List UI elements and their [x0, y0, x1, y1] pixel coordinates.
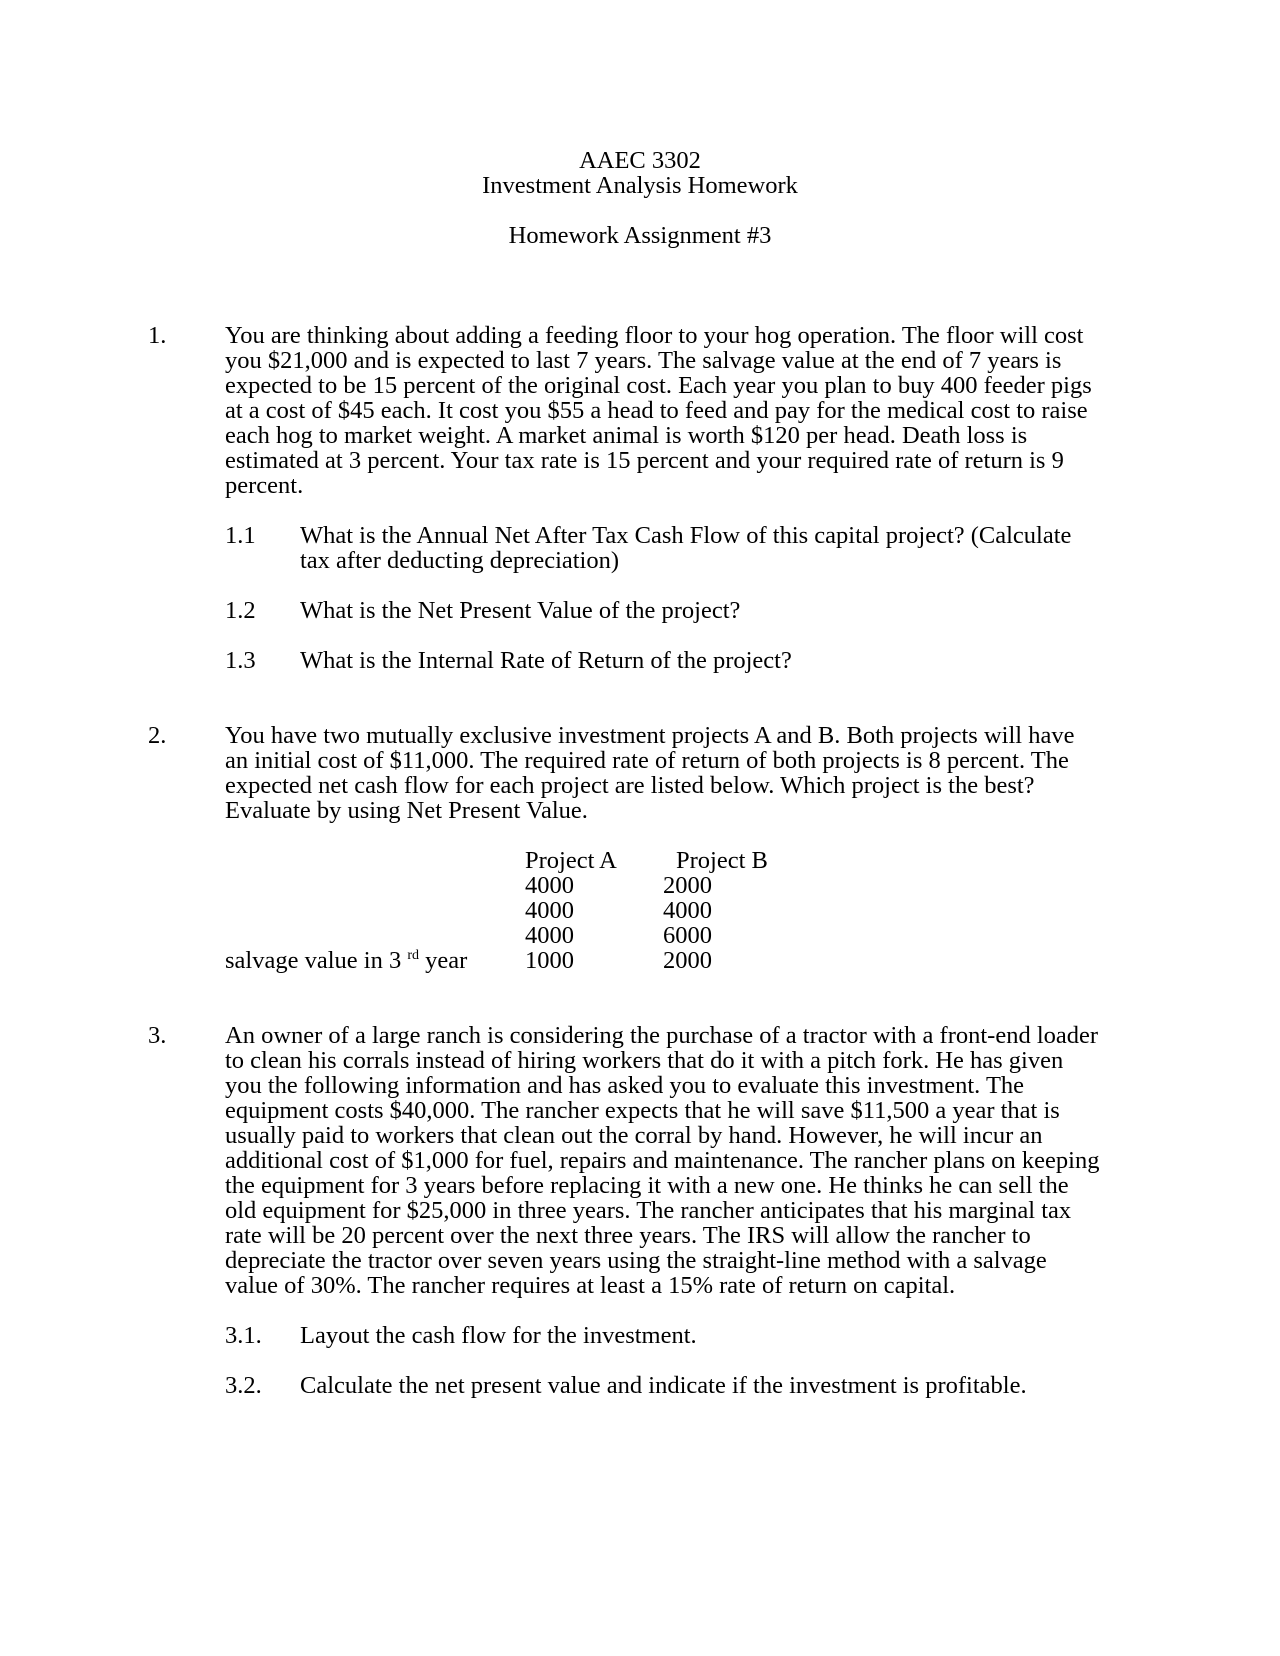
table-cell-a: 4000	[525, 897, 574, 924]
subquestion-text	[300, 1373, 1160, 1398]
question-line: each hog to market weight. A market animal is worth $120 per head. Death loss is	[225, 422, 1028, 449]
salvage-label-tail: year	[419, 947, 468, 974]
question-line: percent.	[225, 472, 304, 499]
question-line: estimated at 3 percent. Your tax rate is 15 percent and your required rate of return is 9	[225, 447, 1064, 474]
question-text	[225, 323, 1280, 498]
question-line: expected net cash flow for each project are listed below. Which project is the best?	[225, 772, 1035, 799]
question-line: You are thinking about adding a feeding floor to your hog operation. The floor will cost	[225, 322, 1084, 349]
subquestion-text	[300, 598, 1160, 623]
subquestion-text	[300, 648, 1160, 673]
subquestion-line: Layout the cash flow for the investment.	[300, 1322, 697, 1349]
subquestion-line: tax after deducting depreciation)	[300, 547, 620, 574]
subquestion-number: 3.2.	[225, 1372, 262, 1399]
question-line: an initial cost of $11,000. The required rate of return of both projects is 8 percent. The	[225, 747, 1069, 774]
question-line: usually paid to workers that clean out the corral by hand. However, he will incur an	[225, 1122, 1043, 1149]
question-line: equipment costs $40,000. The rancher expects that he will save $11,500 a year that is	[225, 1097, 1060, 1124]
assignment-title: Homework Assignment #3	[508, 222, 772, 249]
question-line: rate will be 20 percent over the next three years. The IRS will allow the rancher to	[225, 1222, 1031, 1249]
question-line: old equipment for $25,000 in three years. The rancher anticipates that his marginal tax	[225, 1197, 1072, 1224]
table-cell-a: 4000	[525, 922, 574, 949]
subquestion-number: 1.1	[225, 522, 256, 549]
question-number: 2.	[148, 722, 167, 749]
subquestion-number: 1.3	[225, 647, 256, 674]
question-line: you $21,000 and is expected to last 7 years. The salvage value at the end of 7 years is	[225, 347, 1062, 374]
subquestion-line: What is the Internal Rate of Return of the project?	[300, 647, 792, 674]
question-line: value of 30%. The rancher requires at least a 15% rate of return on capital.	[225, 1272, 956, 1299]
subquestion-line: What is the Annual Net After Tax Cash Flow of this capital project? (Calculate	[300, 522, 1072, 549]
subquestion-number: 3.1.	[225, 1322, 262, 1349]
subquestion-number: 1.2	[225, 597, 256, 624]
question-line: Evaluate by using Net Present Value.	[225, 797, 588, 824]
subquestion-line: Calculate the net present value and indicate if the investment is profitable.	[300, 1372, 1027, 1399]
table-header-project-a: Project A	[525, 847, 617, 874]
question-text	[225, 723, 1280, 823]
question-line: expected to be 15 percent of the original cost. Each year you plan to buy 400 feeder pigs	[225, 372, 1092, 399]
question-line: additional cost of $1,000 for fuel, repairs and maintenance. The rancher plans on keeping	[225, 1147, 1100, 1174]
question-line: to clean his corrals instead of hiring workers that do it with a pitch fork. He has given	[225, 1047, 1064, 1074]
question-line: An owner of a large ranch is considering the purchase of a tractor with a front-end loader	[225, 1022, 1099, 1049]
table-cell-b: 4000	[663, 897, 712, 924]
course-code: AAEC 3302	[579, 147, 701, 174]
question-line: depreciate the tractor over seven years using the straight-line method with a salvage	[225, 1247, 1047, 1274]
table-cell-a: 4000	[525, 872, 574, 899]
subquestion-text	[300, 1323, 1160, 1348]
table-header-project-b: Project B	[676, 847, 768, 874]
question-line: the equipment for 3 years before replacing it with a new one. He thinks he can sell the	[225, 1172, 1069, 1199]
question-number: 3.	[148, 1022, 167, 1049]
question-number: 1.	[148, 322, 167, 349]
document-subtitle: Investment Analysis Homework	[482, 172, 798, 199]
subquestion-text	[300, 523, 1160, 573]
question-line: at a cost of $45 each. It cost you $55 a head to feed and pay for the medical cost to raise	[225, 397, 1088, 424]
table-cell-b: 2000	[663, 947, 712, 974]
table-cell-b: 6000	[663, 922, 712, 949]
question-line: you the following information and has asked you to evaluate this investment. The	[225, 1072, 1025, 1099]
subquestion-line: What is the Net Present Value of the project?	[300, 597, 741, 624]
salvage-label-text: salvage value in 3	[225, 947, 402, 974]
question-text	[225, 1023, 1280, 1298]
table-cell-a: 1000	[525, 947, 574, 974]
salvage-value-label	[225, 948, 467, 973]
question-line: You have two mutually exclusive investment projects A and B. Both projects will have	[225, 722, 1075, 749]
table-cell-b: 2000	[663, 872, 712, 899]
ordinal-suffix: rd	[407, 947, 419, 963]
